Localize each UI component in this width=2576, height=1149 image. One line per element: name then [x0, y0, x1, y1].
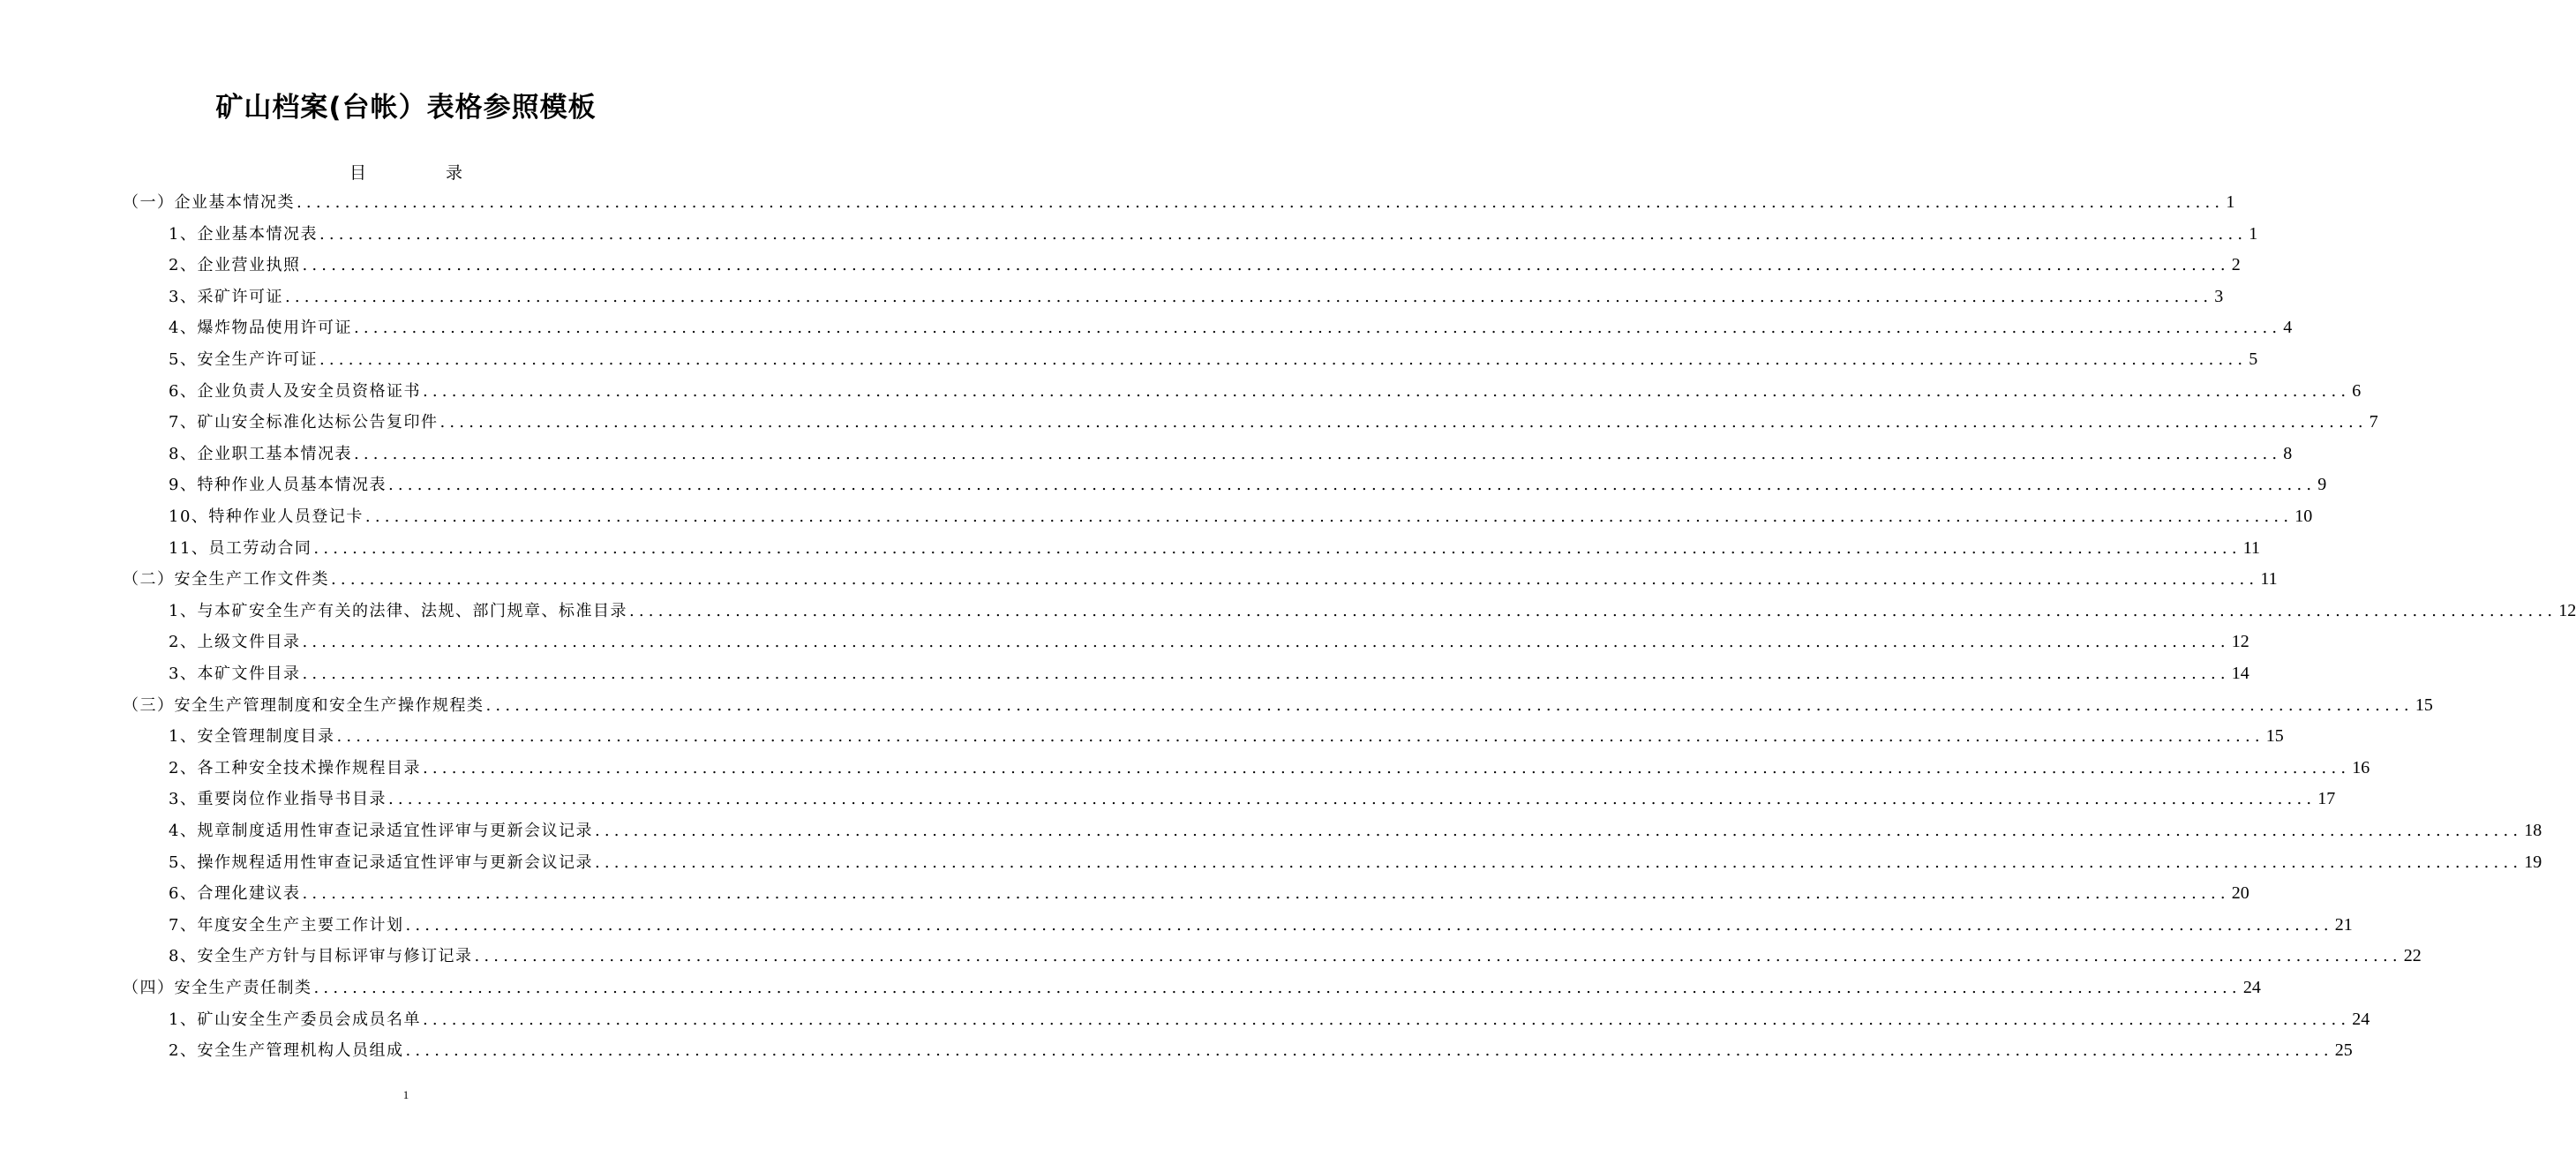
toc-entry-label: 3、本矿文件目录	[169, 665, 301, 683]
toc-dot-leader: ........................................................................................................................................................................................................	[422, 381, 2351, 401]
toc-item-entry[interactable]	[169, 471, 2327, 498]
toc-dot-leader: ........................................................................................................................................................................................................	[353, 319, 2282, 338]
toc-section-entry[interactable]	[123, 974, 2261, 1001]
toc-item-entry[interactable]	[169, 1037, 2353, 1063]
toc-item-entry[interactable]	[169, 346, 2258, 372]
toc-item-entry[interactable]	[169, 785, 2336, 812]
toc-entry-page-number: 15	[2265, 726, 2284, 747]
toc-entry-label: 8、企业职工基本情况表	[169, 444, 352, 463]
toc-item-entry[interactable]	[169, 283, 2224, 310]
toc-item-entry[interactable]	[169, 221, 2258, 247]
toc-entry-page-number: 20	[2231, 883, 2249, 904]
toc-entry-page-number: 1	[2226, 192, 2235, 212]
toc-dot-leader: ........................................................................................................................................................................................................	[405, 915, 2333, 935]
toc-dot-leader: ........................................................................................................................................................................................................	[331, 570, 2259, 590]
toc-item-entry[interactable]	[169, 314, 2293, 341]
toc-entry-label: 8、安全生产方针与目标评审与修订记录	[169, 947, 473, 966]
toc-dot-leader: ........................................................................................................................................................................................................	[405, 1041, 2333, 1061]
toc-entry-label: 1、矿山安全生产委员会成员名单	[169, 1010, 421, 1029]
toc-heading: 目 录	[349, 163, 500, 183]
toc-entry-label: 2、安全生产管理机构人员组成	[169, 1041, 404, 1061]
toc-item-entry[interactable]	[169, 597, 2576, 624]
toc-dot-leader: ........................................................................................................................................................................................................	[594, 822, 2523, 840]
toc-dot-leader: ........................................................................................................................................................................................................	[364, 507, 2294, 526]
toc-item-entry[interactable]	[169, 409, 2378, 435]
toc-dot-leader: ........................................................................................................................................................................................................	[628, 601, 2557, 620]
toc-dot-leader: ........................................................................................................................................................................................................	[284, 287, 2213, 306]
toc-dot-leader: ........................................................................................................................................................................................................	[313, 538, 2242, 558]
toc-dot-leader: ........................................................................................................................................................................................................	[336, 727, 2264, 747]
toc-item-entry[interactable]	[169, 723, 2284, 749]
toc-entry-page-number: 14	[2231, 664, 2249, 683]
toc-entry-page-number: 3	[2214, 286, 2224, 306]
toc-item-entry[interactable]	[169, 535, 2261, 561]
toc-dot-leader: ........................................................................................................................................................................................................	[485, 695, 2414, 715]
toc-dot-leader: ........................................................................................................................................................................................................	[319, 350, 2248, 369]
toc-entry-label: 10、特种作业人员登记卡	[169, 507, 364, 526]
toc-entry-label: 1、安全管理制度目录	[169, 727, 335, 747]
toc-dot-leader: ........................................................................................................................................................................................................	[313, 979, 2242, 997]
toc-entry-page-number: 12	[2558, 600, 2576, 620]
toc-dot-leader: ........................................................................................................................................................................................................	[474, 947, 2402, 966]
toc-entry-page-number: 9	[2317, 475, 2327, 495]
toc-entry-label: 3、重要岗位作业指导书目录	[169, 790, 387, 809]
toc-entry-label: 4、规章制度适用性审查记录适宜性评审与更新会议记录	[169, 822, 593, 840]
toc-entry-page-number: 12	[2231, 632, 2249, 652]
toc-entry-label: 2、上级文件目录	[169, 633, 301, 652]
toc-entry-page-number: 25	[2334, 1040, 2353, 1061]
toc-entry-label: （一）企业基本情况类	[123, 193, 295, 212]
toc-dot-leader: ........................................................................................................................................................................................................	[353, 444, 2282, 463]
toc-dot-leader: ........................................................................................................................................................................................................	[302, 665, 2230, 683]
toc-item-entry[interactable]	[169, 880, 2249, 906]
toc-dot-leader: ........................................................................................................................................................................................................	[422, 1010, 2351, 1029]
toc-item-entry[interactable]	[169, 628, 2249, 655]
toc-entry-label: 7、年度安全生产主要工作计划	[169, 915, 404, 935]
toc-item-entry[interactable]	[169, 912, 2353, 938]
toc-dot-leader: ........................................................................................................................................................................................................	[594, 852, 2523, 872]
toc-entry-page-number: 21	[2334, 914, 2353, 935]
toc-entry-page-number: 11	[2242, 537, 2261, 558]
toc-item-entry[interactable]	[169, 660, 2249, 687]
toc-entry-label: 6、企业负责人及安全员资格证书	[169, 381, 421, 401]
toc-entry-label: 5、安全生产许可证	[169, 350, 318, 369]
toc-entry-label: 7、矿山安全标准化达标公告复印件	[169, 413, 439, 432]
document-title: 矿山档案(台帐）表格参照模板	[215, 92, 597, 124]
toc-dot-leader: ........................................................................................................................................................................................................	[302, 633, 2230, 652]
toc-dot-leader: ........................................................................................................................................................................................................	[302, 884, 2230, 904]
toc-entry-label: （四）安全生产责任制类	[123, 979, 312, 997]
page-number: 1	[402, 1088, 409, 1101]
toc-entry-label: 11、员工劳动合同	[169, 538, 312, 558]
toc-item-entry[interactable]	[169, 817, 2542, 844]
toc-entry-label: 2、企业营业执照	[169, 256, 301, 275]
toc-entry-page-number: 22	[2403, 946, 2422, 966]
toc-entry-page-number: 7	[2369, 412, 2378, 432]
toc-dot-leader: ........................................................................................................................................................................................................	[387, 790, 2317, 809]
toc-dot-leader: ........................................................................................................................................................................................................	[439, 413, 2368, 432]
toc-item-entry[interactable]	[169, 849, 2542, 875]
toc-entry-page-number: 10	[2294, 507, 2313, 526]
toc-dot-leader: ........................................................................................................................................................................................................	[302, 256, 2230, 275]
toc-dot-leader: ........................................................................................................................................................................................................	[387, 476, 2317, 495]
toc-entry-label: 4、爆炸物品使用许可证	[169, 319, 352, 338]
toc-entry-page-number: 17	[2317, 789, 2336, 809]
toc-dot-leader: ........................................................................................................................................................................................................	[422, 758, 2351, 777]
toc-dot-leader: ........................................................................................................................................................................................................	[297, 193, 2225, 212]
toc-entry-label: 3、采矿许可证	[169, 287, 283, 306]
toc-entry-page-number: 1	[2249, 223, 2258, 244]
toc-entry-label: 5、操作规程适用性审查记录适宜性评审与更新会议记录	[169, 852, 593, 872]
toc-entry-label: 6、合理化建议表	[169, 884, 301, 904]
toc-entry-label: （二）安全生产工作文件类	[123, 570, 329, 590]
toc-entry-page-number: 11	[2260, 569, 2278, 590]
toc-entry-page-number: 4	[2283, 318, 2293, 338]
toc-item-entry[interactable]	[169, 252, 2241, 278]
toc-entry-page-number: 24	[2352, 1009, 2370, 1029]
toc-item-entry[interactable]	[169, 755, 2370, 781]
toc-item-entry[interactable]	[169, 942, 2422, 969]
toc-item-entry[interactable]	[169, 378, 2362, 404]
toc-item-entry[interactable]	[169, 503, 2313, 529]
toc-entry-label: 2、各工种安全技术操作规程目录	[169, 758, 421, 777]
toc-entry-page-number: 19	[2524, 852, 2542, 872]
toc-entry-page-number: 6	[2352, 380, 2362, 401]
toc-entry-page-number: 16	[2352, 757, 2370, 777]
toc-entry-label: 1、与本矿安全生产有关的法律、法规、部门规章、标准目录	[169, 601, 627, 620]
toc-entry-page-number: 5	[2249, 349, 2258, 369]
toc-dot-leader: ........................................................................................................................................................................................................	[319, 224, 2248, 244]
toc-entry-page-number: 2	[2231, 255, 2241, 275]
toc-item-entry[interactable]	[169, 440, 2293, 467]
toc-entry-label: 1、企业基本情况表	[169, 224, 318, 244]
toc-entry-label: 9、特种作业人员基本情况表	[169, 476, 387, 495]
toc-entry-page-number: 15	[2415, 695, 2433, 715]
toc-entry-page-number: 8	[2283, 443, 2293, 463]
toc-entry-page-number: 24	[2242, 978, 2261, 997]
toc-section-entry[interactable]	[123, 189, 2235, 215]
toc-section-entry[interactable]	[123, 692, 2433, 718]
toc-section-entry[interactable]	[123, 566, 2278, 592]
toc-entry-label: （三）安全生产管理制度和安全生产操作规程类	[123, 695, 484, 715]
toc-entry-page-number: 18	[2524, 821, 2542, 840]
toc-item-entry[interactable]	[169, 1006, 2370, 1033]
